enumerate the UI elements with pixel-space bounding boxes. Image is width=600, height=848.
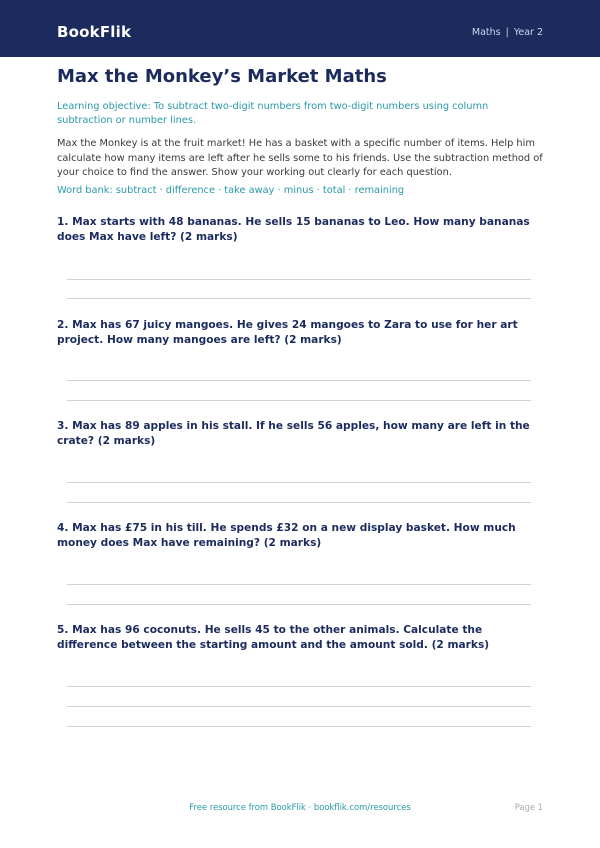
word-bank: Word bank: subtract · difference · take away · minus · total · remaining <box>57 185 405 196</box>
question-4: 4. Max has £75 in his till. He spends £32 on a new display basket. How much money does Max have remaining? (2 marks) <box>57 522 516 549</box>
answer-line[interactable] <box>67 604 531 605</box>
worksheet-title: Max the Monkey’s Market Maths <box>57 66 387 87</box>
answer-line[interactable] <box>67 706 531 707</box>
answer-line[interactable] <box>67 502 531 503</box>
answer-line[interactable] <box>67 482 531 483</box>
page-number: Page 1 <box>514 802 543 812</box>
question-1: 1. Max starts with 48 bananas. He sells 15 bananas to Leo. How many bananas does Max have left? (2 marks) <box>57 216 530 243</box>
footer-source-link[interactable]: Free resource from BookFlik · bookflik.com/resources <box>189 802 411 812</box>
answer-line[interactable] <box>67 380 531 381</box>
answer-line[interactable] <box>67 686 531 687</box>
subject-label: Maths <box>471 27 501 38</box>
question-3: 3. Max has 89 apples in his stall. If he sells 56 apples, how many are left in the crate? (2 marks) <box>57 420 530 447</box>
answer-line[interactable] <box>67 726 531 727</box>
intro-paragraph: Max the Monkey is at the fruit market! He has a basket with a specific number of items. Help him calculate how many items are left after he sells some to his friends. Use the subtraction method of your choice to find the answer. Show your working out clearly for each question. <box>57 138 543 178</box>
learning-objective: Learning objective: To subtract two-digit numbers from two-digit numbers using column subtraction or number lines. <box>57 101 489 126</box>
answer-line[interactable] <box>67 400 531 401</box>
subject-year-label <box>472 27 543 38</box>
header-bar <box>0 0 600 57</box>
meta-separator: | <box>505 27 509 38</box>
answer-line[interactable] <box>67 298 531 299</box>
question-5: 5. Max has 96 coconuts. He sells 45 to the other animals. Calculate the difference between the starting amount and the amount sold. (2 marks) <box>57 624 490 651</box>
answer-line[interactable] <box>67 279 531 280</box>
year-label: Year 2 <box>513 27 543 38</box>
question-2: 2. Max has 67 juicy mangoes. He gives 24 mangoes to Zara to use for her art project. How many mangoes are left? (2 marks) <box>57 319 518 346</box>
answer-line[interactable] <box>67 584 531 585</box>
brand-logo-text[interactable]: BookFlik <box>57 23 132 41</box>
